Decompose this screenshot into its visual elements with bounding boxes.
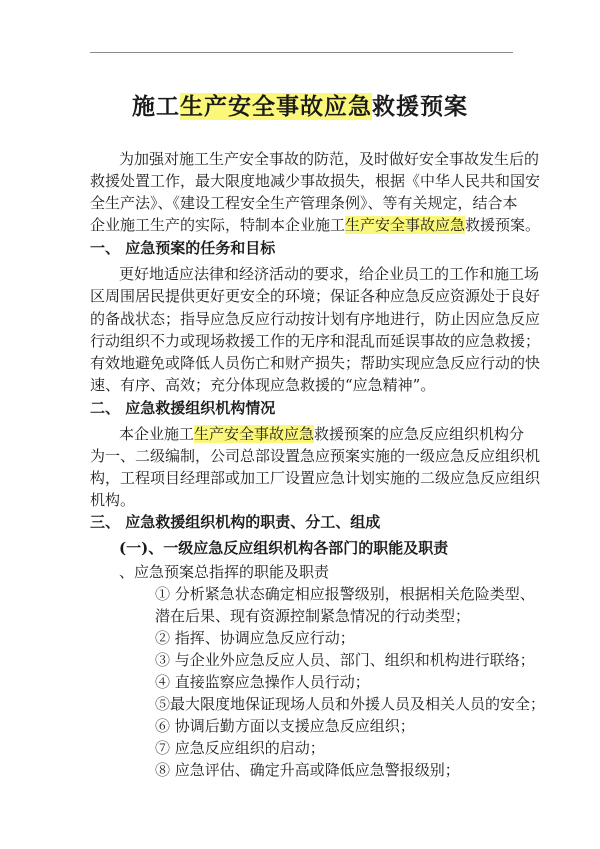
- list-item: ③ 与企业外应急反应人员、部门、组织和机构进行联络；: [155, 651, 535, 669]
- list-item: ⑦ 应急反应组织的启动；: [155, 739, 325, 757]
- subsection-heading: (一)、一级应急反应组织机构各部门的职能及职责: [119, 539, 449, 557]
- paragraph-line: 行动组织不力或现场救援工作的无序和混乱而延误事故的应急救援；: [90, 332, 541, 350]
- list-item: 潜在后果、现有资源控制紧急情况的行动类型；: [155, 607, 471, 625]
- paragraph-line: 的备战状态；指导应急反应行动按计划有序地进行，防止因应急反应: [90, 310, 541, 328]
- title-highlight: 生产安全事故应急: [180, 93, 372, 120]
- paragraph-line: [90, 215, 540, 235]
- paragraph-line: 救援处置工作，最大限度地减少事故损失，根据《中华人民共和国安: [90, 172, 541, 190]
- paragraph-line: 区周围居民提供更好更安全的环境；保证各种应急反应资源处于良好: [90, 287, 541, 305]
- header-rule: [90, 52, 513, 53]
- paragraph-line: 构，工程项目经理部或加工厂设置应急计划实施的二级应急反应组织: [90, 469, 541, 487]
- paragraph-line: 为一、二级编制，公司总部设置急应预案实施的一级应急反应组织机: [90, 447, 541, 465]
- text-highlight: 生产安全事故应急: [345, 216, 466, 234]
- list-item: ④ 直接监察应急操作人员行动；: [155, 673, 370, 691]
- list-item: ① 分析紧急状态确定相应报警级别，根据相关危险类型、: [155, 585, 535, 603]
- section-heading: 二、 应急救援组织机构情况: [90, 399, 276, 417]
- text-part: 救援预案。: [465, 216, 541, 234]
- paragraph-line: 机构。: [90, 491, 136, 509]
- section-heading: 三、 应急救援组织机构的职责、分工、组成: [90, 513, 381, 531]
- paragraph-line: 更好地适应法律和经济活动的要求，给企业员工的工作和施工场: [119, 265, 540, 283]
- document-title: [0, 88, 600, 121]
- title-part: 施工: [132, 93, 180, 120]
- paragraph-line: 、应急预案总指挥的职能及职责: [119, 563, 330, 581]
- text-part: 本企业施工: [119, 425, 195, 443]
- list-item: ⑥ 协调后勤方面以支援应急反应组织；: [155, 717, 415, 735]
- list-item: ⑤最大限度地保证现场人员和外援人员及相关人员的安全；: [155, 695, 546, 713]
- paragraph-line: 速、有序、高效；充分体现应急救援的“应急精神”。: [90, 376, 436, 394]
- section-heading: 一、 应急预案的任务和目标: [90, 239, 276, 257]
- paragraph-line: 全生产法》、《建设工程安全生产管理条例》、等有关规定，结合本: [90, 194, 518, 212]
- text-highlight: 生产安全事故应急: [194, 425, 315, 443]
- paragraph-line: 为加强对施工生产安全事故的防范，及时做好安全事故发生后的: [119, 150, 540, 168]
- list-item: ⑧ 应急评估、确定升高或降低应急警报级别；: [155, 761, 460, 779]
- list-item: ② 指挥、协调应急反应行动；: [155, 629, 355, 647]
- paragraph-line: [119, 424, 524, 444]
- paragraph-line: 有效地避免或降低人员伤亡和财产损失；帮助实现应急反应行动的快: [90, 354, 541, 372]
- title-part: 救援预案: [372, 93, 468, 120]
- text-part: 企业施工生产的实际，特制本企业施工: [90, 216, 346, 234]
- text-part: 救援预案的应急反应组织机构分: [314, 425, 525, 443]
